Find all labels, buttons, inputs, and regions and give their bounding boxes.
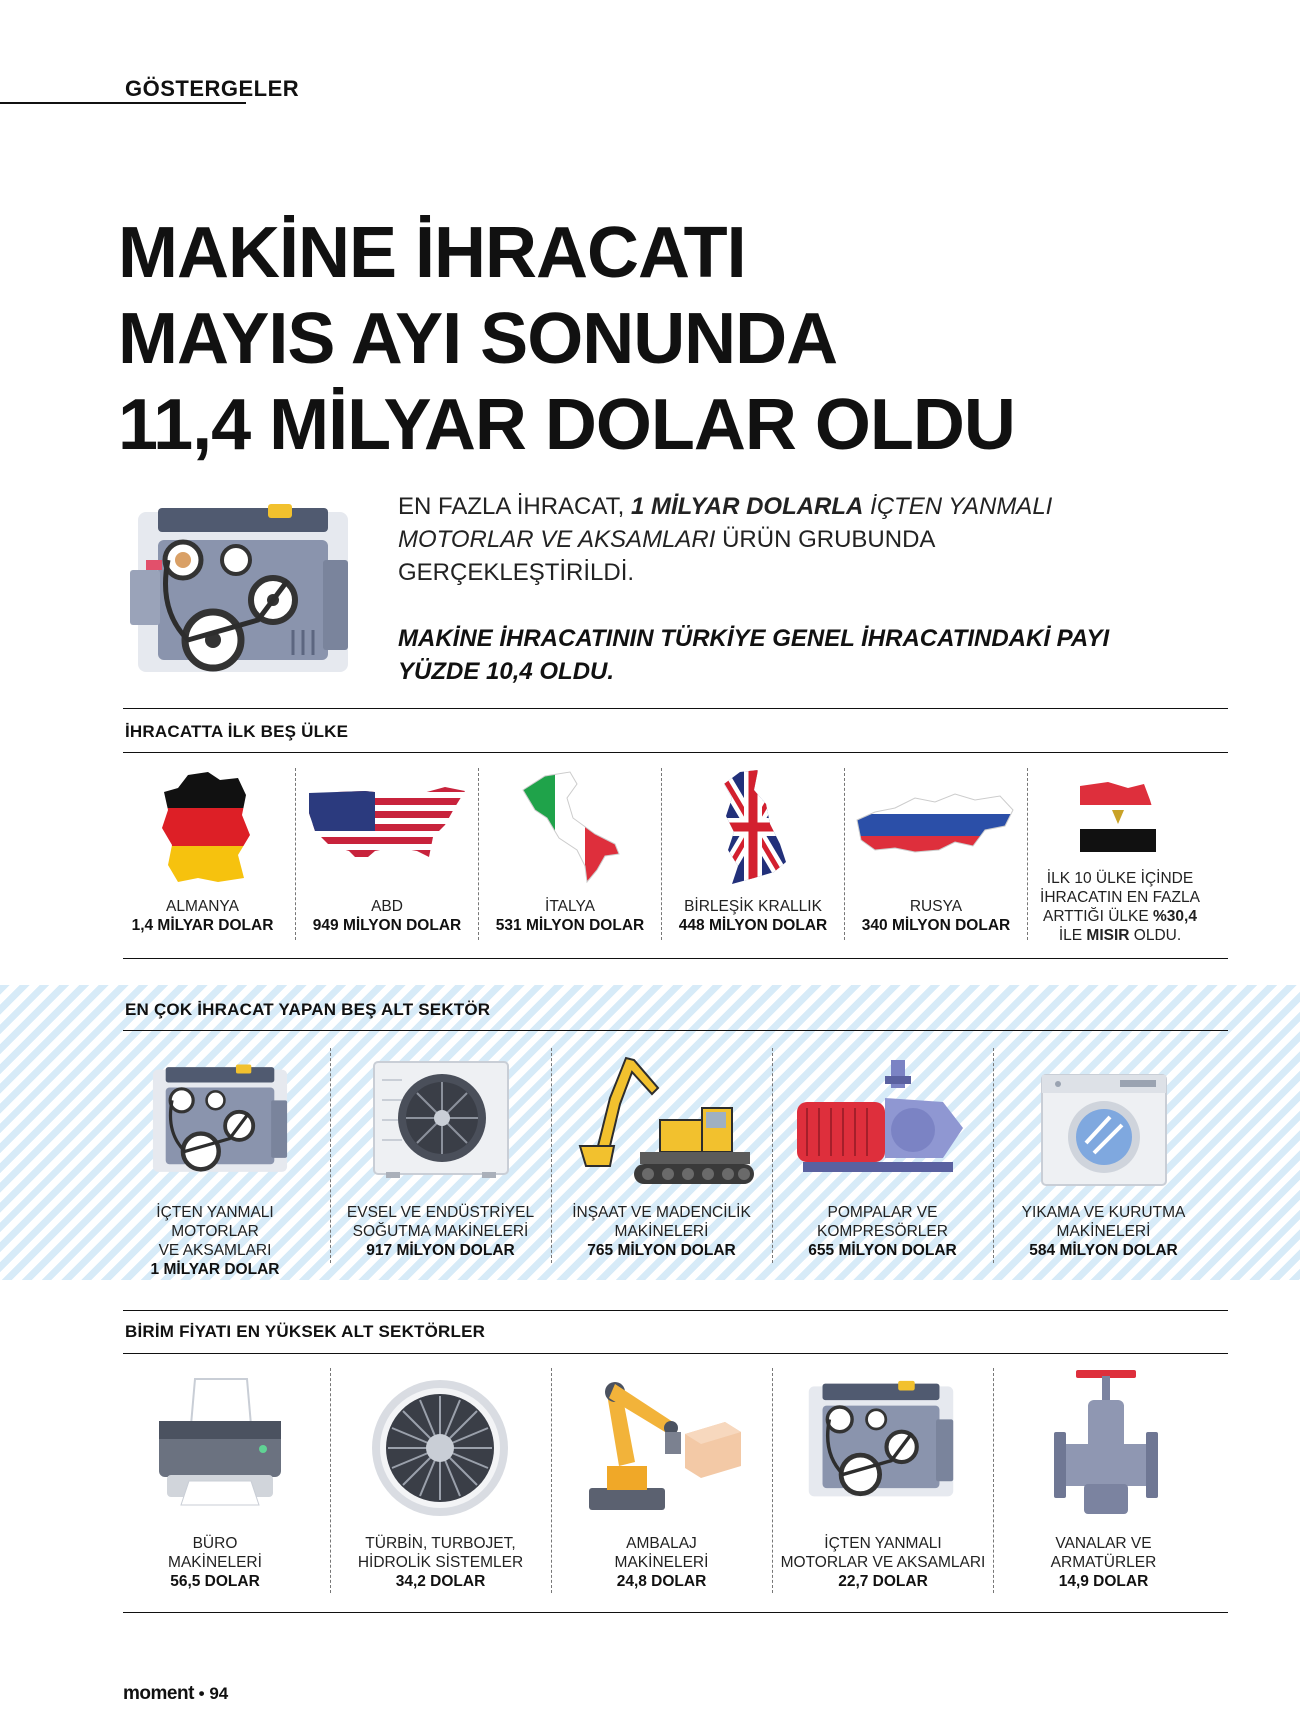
air-conditioner-icon [372, 1060, 510, 1180]
divider [551, 1368, 552, 1593]
unit-price-value: 14,9 DOLAR [1058, 1573, 1149, 1590]
unit-price-heading: BİRİM FİYATI EN YÜKSEK ALT SEKTÖRLER [125, 1322, 486, 1341]
unit-price-item-engines [776, 1534, 990, 1591]
egypt-note-text: ARTTIĞI ÜLKE [1043, 908, 1153, 925]
sector-name: MAKİNELERİ [1056, 1223, 1151, 1240]
pump-icon [793, 1058, 965, 1183]
intro-italic: İÇTEN YANMALI MOTORLAR VE AKSAMLARI [398, 493, 1053, 553]
unit-price-name: HİDROLİK SİSTEMLER [357, 1554, 524, 1571]
usa-flag-map-icon [305, 785, 470, 870]
footer-separator: • [198, 1684, 205, 1703]
divider [551, 1048, 552, 1263]
divider [661, 768, 662, 940]
country-name: RUSYA [909, 898, 963, 915]
sector-name: İÇTEN YANMALI MOTORLAR [156, 1204, 274, 1240]
divider [844, 768, 845, 940]
rule [123, 958, 1228, 959]
countries-heading: İHRACATTA İLK BEŞ ÜLKE [125, 722, 349, 741]
country-value: 949 MİLYON DOLAR [312, 917, 462, 934]
country-item-usa [303, 897, 471, 935]
unit-price-name: MOTORLAR VE AKSAMLARI [780, 1554, 986, 1571]
title-line-1: MAKİNE İHRACATI [118, 213, 746, 293]
title-line-3: 11,4 MİLYAR DOLAR OLDU [118, 385, 1015, 465]
egypt-flag-map-icon [1078, 780, 1158, 855]
divider [330, 1368, 331, 1593]
page-number: 94 [209, 1684, 229, 1703]
italy-flag-map-icon [515, 770, 625, 885]
sector-name: YIKAMA VE KURUTMA [1021, 1204, 1186, 1221]
page-title [118, 210, 1118, 468]
sector-name: POMPALAR VE [827, 1204, 938, 1221]
engine-icon [118, 500, 368, 680]
unit-price-name: MAKİNELERİ [168, 1554, 262, 1571]
country-value: 448 MİLYON DOLAR [678, 917, 828, 934]
country-item-russia [852, 897, 1020, 935]
divider [1027, 768, 1028, 940]
sector-item-construction [559, 1203, 764, 1260]
unit-price-item-office [115, 1534, 315, 1591]
sector-value: 655 MİLYON DOLAR [808, 1242, 957, 1259]
excavator-icon [570, 1048, 755, 1188]
sector-name: İNŞAAT VE MADENCİLİK [572, 1204, 751, 1221]
egypt-note-text: OLDU. [1129, 927, 1182, 944]
unit-price-name: ARMATÜRLER [1050, 1554, 1157, 1571]
sector-value: 1 MİLYAR DOLAR [150, 1261, 280, 1278]
unit-price-value: 56,5 DOLAR [170, 1573, 260, 1590]
sector-item-washing [1001, 1203, 1206, 1260]
rule [123, 752, 1228, 753]
egypt-country: MISIR [1086, 927, 1130, 944]
divider [772, 1368, 773, 1593]
divider [993, 1368, 994, 1593]
egypt-note-text: İLE [1058, 927, 1087, 944]
rule [123, 1612, 1228, 1613]
unit-price-item-packaging [559, 1534, 764, 1591]
rule [123, 1030, 1228, 1031]
sector-value: 765 MİLYON DOLAR [587, 1242, 736, 1259]
unit-price-value: 34,2 DOLAR [395, 1573, 486, 1590]
country-value: 1,4 MİLYAR DOLAR [131, 917, 274, 934]
country-name: ABD [371, 898, 403, 915]
country-name: BİRLEŞİK KRALLIK [684, 898, 822, 915]
egypt-note-line: İLK 10 ÜLKE İÇİNDE [1046, 870, 1194, 887]
uk-flag-map-icon [718, 768, 788, 886]
divider [993, 1048, 994, 1263]
printer-icon [155, 1375, 285, 1507]
sector-name: SOĞUTMA MAKİNELERİ [352, 1223, 529, 1240]
country-name: ALMANYA [166, 898, 239, 915]
germany-flag-map-icon [158, 770, 252, 885]
engine-icon [795, 1378, 967, 1502]
egypt-note-line: İHRACATIN EN FAZLA [1040, 889, 1200, 906]
unit-price-name: İÇTEN YANMALI [824, 1535, 942, 1552]
moment-logo: moment [123, 1683, 194, 1704]
page-footer [123, 1683, 228, 1705]
divider [330, 1048, 331, 1263]
divider [478, 768, 479, 940]
sector-value: 584 MİLYON DOLAR [1029, 1242, 1178, 1259]
sector-item-pumps [780, 1203, 985, 1260]
unit-price-name: MAKİNELERİ [614, 1554, 709, 1571]
section-label: GÖSTERGELER [125, 76, 300, 101]
turbine-icon [370, 1378, 510, 1518]
intro-text-a: EN FAZLA İHRACAT, [398, 493, 631, 520]
rule [123, 1310, 1228, 1311]
egypt-note [1035, 869, 1205, 945]
unit-price-name: AMBALAJ [626, 1535, 697, 1552]
unit-price-name: TÜRBİN, TURBOJET, [365, 1535, 516, 1552]
country-value: 340 MİLYON DOLAR [861, 917, 1011, 934]
rule [123, 1353, 1228, 1354]
title-line-2: MAYIS AYI SONUNDA [118, 299, 838, 379]
intro-paragraph [398, 490, 1158, 589]
unit-price-value: 24,8 DOLAR [616, 1573, 707, 1590]
russia-flag-map-icon [855, 790, 1015, 860]
sector-name: KOMPRESÖRLER [817, 1223, 948, 1240]
divider [772, 1048, 773, 1263]
sector-name: VE AKSAMLARI [158, 1242, 272, 1259]
intro-share-statement: MAKİNE İHRACATININ TÜRKİYE GENEL İHRACATINDAKİ PAYI YÜZDE 10,4 OLDU. [398, 625, 1110, 685]
unit-price-value: 22,7 DOLAR [838, 1573, 928, 1590]
unit-price-name: VANALAR VE [1055, 1535, 1152, 1552]
robot-arm-icon [585, 1370, 745, 1515]
header-rule [0, 102, 246, 104]
intro-text-d: ÜRÜN GRUBUNDA GERÇEKLEŞTİRİLDİ. [398, 526, 935, 586]
divider [295, 768, 296, 940]
rule [123, 708, 1228, 709]
country-item-uk [669, 897, 837, 935]
unit-price-item-turbine [338, 1534, 543, 1591]
sector-value: 917 MİLYON DOLAR [366, 1242, 515, 1259]
engine-icon [140, 1062, 300, 1177]
sector-item-engines [115, 1203, 315, 1279]
country-item-italy [486, 897, 654, 935]
unit-price-name: BÜRO [192, 1535, 238, 1552]
egypt-percent: %30,4 [1153, 908, 1197, 925]
unit-price-item-valves [1001, 1534, 1206, 1591]
sector-name: MAKİNELERİ [614, 1223, 709, 1240]
country-name: İTALYA [545, 898, 595, 915]
sectors-heading: EN ÇOK İHRACAT YAPAN BEŞ ALT SEKTÖR [125, 1000, 491, 1019]
sector-name: EVSEL VE ENDÜSTRİYEL [346, 1204, 535, 1221]
valve-icon [1052, 1368, 1160, 1518]
country-item-germany [125, 897, 280, 935]
sector-item-cooling [338, 1203, 543, 1260]
country-value: 531 MİLYON DOLAR [495, 917, 645, 934]
washing-machine-icon [1040, 1073, 1168, 1188]
intro-highlight: 1 MİLYAR DOLARLA [630, 493, 864, 520]
